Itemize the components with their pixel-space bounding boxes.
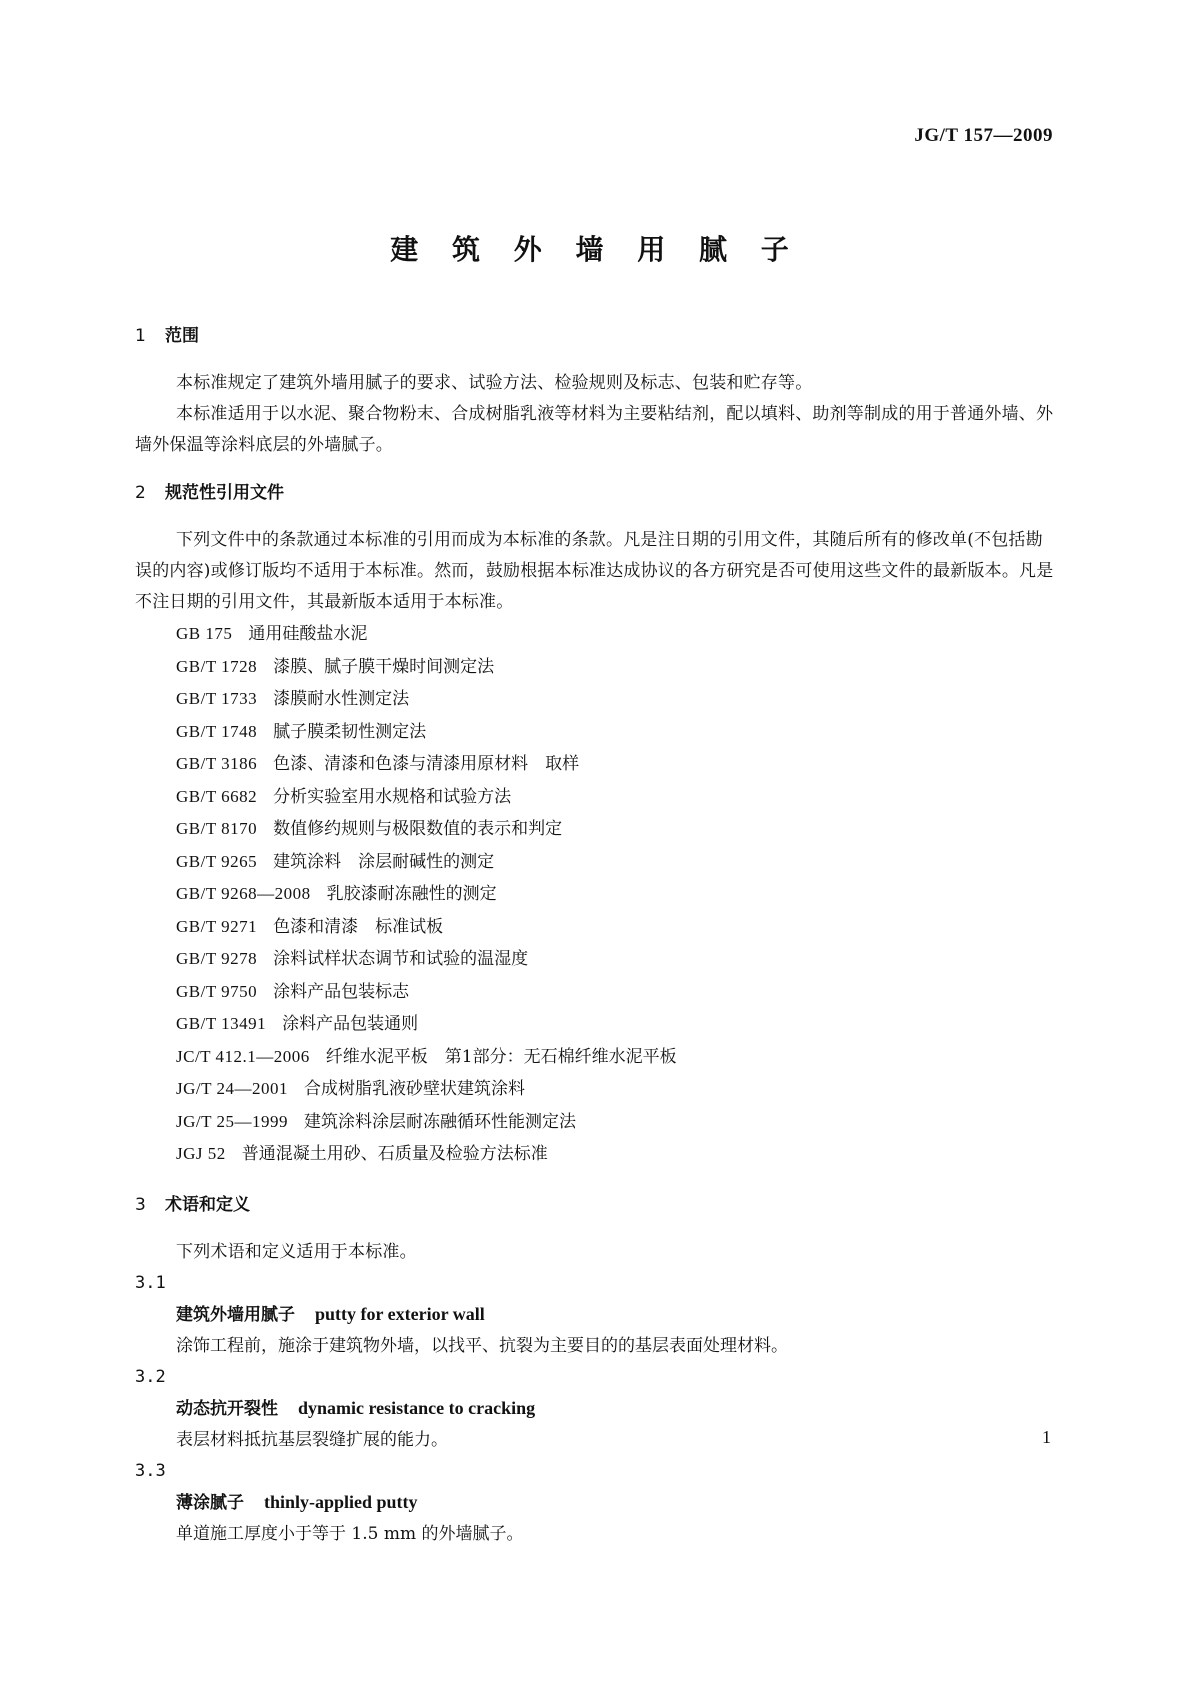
reference-item — [135, 943, 1057, 976]
term-number: 3.2 — [135, 1366, 166, 1387]
terms-intro: 下列术语和定义适用于本标准。 — [176, 1241, 417, 1262]
section-number: 2 — [135, 483, 146, 503]
reference-item — [135, 1041, 1057, 1074]
section-title: 术语和定义 — [165, 1194, 250, 1215]
reference-title: 分析实验室用水规格和试验方法 — [273, 786, 512, 807]
term-definition: 涂饰工程前，施涂于建筑物外墙，以找平、抗裂为主要目的的基层表面处理材料。 — [176, 1335, 788, 1356]
section-number: 1 — [135, 326, 146, 346]
term-name-cn: 薄涂腻子 — [176, 1492, 244, 1513]
reference-code: JC/T 412.1—2006 — [176, 1046, 310, 1066]
page-number: 1 — [1042, 1427, 1051, 1447]
term-definition: 单道施工厚度小于等于 1.5 mm 的外墙腻子。 — [176, 1523, 524, 1544]
reference-item — [135, 1073, 1057, 1106]
term-heading — [135, 1393, 1057, 1425]
reference-item — [135, 781, 1057, 814]
reference-code: GB/T 3186 — [176, 754, 258, 773]
section-title: 范围 — [165, 326, 199, 346]
reference-title: 普通混凝土用砂、石质量及检验方法标准 — [241, 1144, 548, 1164]
reference-title: 漆膜耐水性测定法 — [273, 689, 410, 709]
reference-title: 乳胶漆耐冻融性的测定 — [326, 884, 497, 904]
term-name-cn: 建筑外墙用腻子 — [176, 1304, 295, 1325]
term-definition: 表层材料抵抗基层裂缝扩展的能力。 — [176, 1429, 448, 1450]
reference-code: JGJ 52 — [176, 1144, 226, 1163]
reference-title: 合成树脂乳液砂壁状建筑涂料 — [303, 1079, 525, 1099]
section-heading-references — [135, 479, 1057, 507]
term-name-en: dynamic resistance to cracking — [298, 1397, 536, 1418]
reference-code: GB/T 13491 — [176, 1014, 267, 1033]
standard-code: JG/T 157—2009 — [914, 125, 1053, 146]
reference-code: GB/T 1733 — [176, 689, 258, 708]
reference-title: 腻子膜柔韧性测定法 — [273, 721, 427, 742]
reference-code: GB/T 9750 — [176, 981, 258, 1001]
reference-item — [135, 1008, 1057, 1041]
reference-code: GB/T 9268—2008 — [176, 884, 311, 903]
reference-code: GB/T 8170 — [176, 819, 258, 838]
reference-title: 涂料产品包装标志 — [273, 981, 410, 1002]
reference-code: GB/T 1748 — [176, 721, 258, 741]
reference-code: JG/T 25—1999 — [176, 1111, 288, 1131]
reference-title: 漆膜、腻子膜干燥时间测定法 — [273, 656, 495, 677]
reference-item — [135, 846, 1057, 879]
term-heading — [135, 1299, 1057, 1331]
reference-item — [135, 878, 1057, 911]
scope-paragraph-1: 本标准规定了建筑外墙用腻子的要求、试验方法、检验规则及标志、包装和贮存等。 — [176, 373, 813, 393]
term-number: 3.3 — [135, 1460, 166, 1481]
references-intro: 下列文件中的条款通过本标准的引用而成为本标准的条款。凡是注日期的引用文件，其随后所有的修改单(不包括勘误的内容)或修订版均不适用于本标准。然而，鼓励根据本标准达成协议的各方研究是否可使用这些文件的最新版本。凡是不注日期的引用文件，其最新版本适用于本标准。 — [135, 530, 1054, 612]
reference-title: 色漆、清漆和色漆与清漆用原材料 取样 — [273, 754, 580, 774]
reference-item — [135, 683, 1057, 716]
reference-item — [135, 618, 1057, 651]
reference-item — [135, 911, 1057, 944]
reference-title: 纤维水泥平板 第1部分：无石棉纤维水泥平板 — [325, 1046, 677, 1067]
reference-item — [135, 716, 1057, 749]
term-name-en: putty for exterior wall — [315, 1303, 485, 1324]
reference-code: GB/T 9278 — [176, 949, 258, 968]
term-heading — [135, 1487, 1057, 1519]
reference-code: GB 175 — [176, 624, 233, 643]
reference-item — [135, 813, 1057, 846]
reference-item — [135, 1106, 1057, 1139]
reference-item — [135, 1138, 1057, 1171]
reference-title: 建筑涂料涂层耐冻融循环性能测定法 — [303, 1111, 576, 1132]
reference-code: JG/T 24—2001 — [176, 1079, 288, 1098]
reference-title: 色漆和清漆 标准试板 — [273, 916, 444, 937]
reference-code: GB/T 6682 — [176, 786, 258, 806]
term-number: 3.1 — [135, 1272, 166, 1293]
section-heading-scope — [135, 322, 1057, 350]
document-body — [135, 322, 1057, 1550]
scope-paragraph-2: 本标准适用于以水泥、聚合物粉末、合成树脂乳液等材料为主要粘结剂，配以填料、助剂等制成的用于普通外墙、外墙外保温等涂料底层的外墙腻子。 — [135, 404, 1054, 455]
section-number: 3 — [135, 1194, 146, 1215]
term-name-en: thinly-applied putty — [264, 1491, 418, 1512]
reference-list — [135, 618, 1057, 1171]
reference-title: 建筑涂料 涂层耐碱性的测定 — [273, 851, 495, 872]
reference-item — [135, 651, 1057, 684]
reference-title: 通用硅酸盐水泥 — [248, 624, 368, 644]
reference-item — [135, 748, 1057, 781]
reference-code: GB/T 9271 — [176, 916, 258, 936]
reference-item — [135, 976, 1057, 1009]
reference-title: 数值修约规则与极限数值的表示和判定 — [273, 819, 563, 839]
section-title: 规范性引用文件 — [165, 483, 284, 503]
term-name-cn: 动态抗开裂性 — [176, 1398, 278, 1419]
reference-title: 涂料试样状态调节和试验的温湿度 — [273, 949, 529, 969]
reference-title: 涂料产品包装通则 — [282, 1014, 419, 1034]
section-heading-terms — [135, 1191, 1057, 1219]
reference-code: GB/T 1728 — [176, 656, 258, 676]
document-title: 建 筑 外 墙 用 腻 子 — [390, 233, 801, 266]
reference-code: GB/T 9265 — [176, 851, 258, 871]
